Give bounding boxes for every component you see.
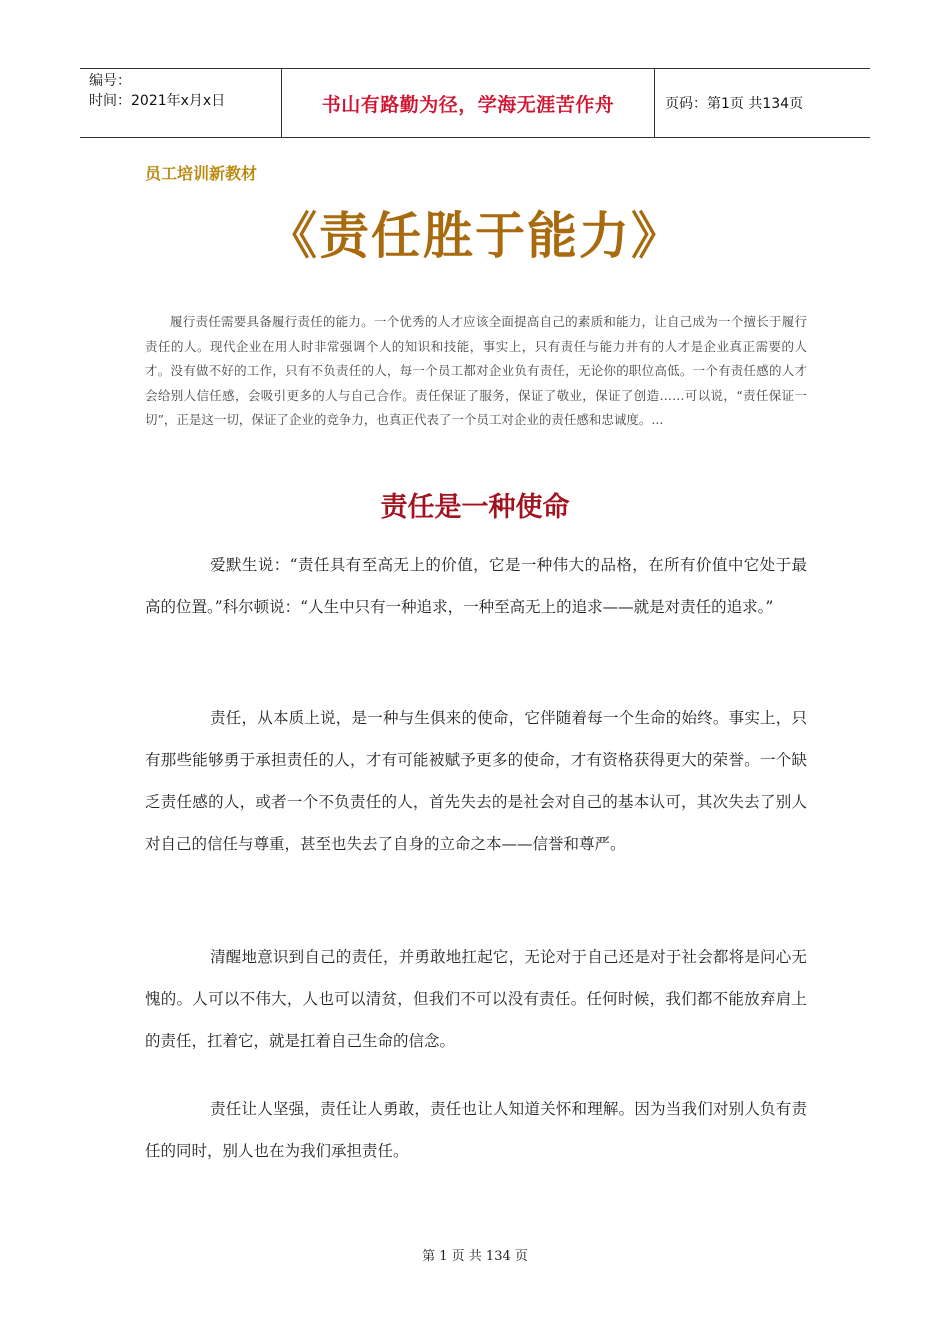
body-paragraph: 责任让人坚强，责任让人勇敢，责任也让人知道关怀和理解。因为当我们对别人负有责任的同时，别人也在为我们承担责任。 xyxy=(145,1100,807,1160)
header-motto-cell xyxy=(282,69,655,137)
page-footer: 第 1 页 共 134 页 xyxy=(422,1249,528,1264)
body-paragraph: 清醒地意识到自己的责任，并勇敢地扛起它，无论对于自己还是对于社会都将是问心无愧的。人可以不伟大，人也可以清贫，但我们不可以没有责任。任何时候，我们都不能放弃肩上的责任，扛着它，就是扛着自己生命的信念。 xyxy=(145,948,807,1050)
page-info: 页码：第1页 共134页 xyxy=(665,96,804,112)
number-label: 编号： xyxy=(89,73,131,89)
section-title: 责任是一种使命 xyxy=(380,492,570,523)
header-table xyxy=(80,68,870,138)
header-page-cell xyxy=(655,69,870,137)
header-meta-cell xyxy=(80,69,282,137)
motto-text: 书山有路勤为径，学海无涯苦作舟 xyxy=(321,93,615,116)
abstract-paragraph: 履行责任需要具备履行责任的能力。一个优秀的人才应该全面提高自己的素质和能力，让自己成为一个擅长于履行责任的人。现代企业在用人时非常强调个人的知识和技能，事实上，只有责任与能力并有的人才是企业真正需要的人才。没有做不好的工作，只有不负责任的人，每一个员工都对企业负有责任，无论你的职位高低。一个有责任感的人才会给别人信任感，会吸引更多的人与自己合作。责任保证了服务，保证了敬业，保证了创造……可以说，“责任保证一切”，正是这一切，保证了企业的竞争力，也真正代表了一个员工对企业的责任感和忠诚度。... xyxy=(145,314,807,427)
body-paragraph: 爱默生说：“责任具有至高无上的价值，它是一种伟大的品格，在所有价值中它处于最高的位置。”科尔顿说：“人生中只有一种追求，一种至高无上的追求——就是对责任的追求。” xyxy=(145,556,807,616)
time-label: 时间：2021年x月x日 xyxy=(89,93,226,109)
document-title: 《责任胜于能力》 xyxy=(267,207,683,265)
body-paragraph: 责任，从本质上说，是一种与生俱来的使命，它伴随着每一个生命的始终。事实上，只有那些能够勇于承担责任的人，才有可能被赋予更多的使命，才有资格获得更大的荣誉。一个缺乏责任感的人，或者一个不负责任的人，首先失去的是社会对自己的基本认可，其次失去了别人对自己的信任与尊重，甚至也失去了自身的立命之本——信誉和尊严。 xyxy=(145,709,807,853)
document-subtitle: 员工培训新教材 xyxy=(145,164,258,183)
